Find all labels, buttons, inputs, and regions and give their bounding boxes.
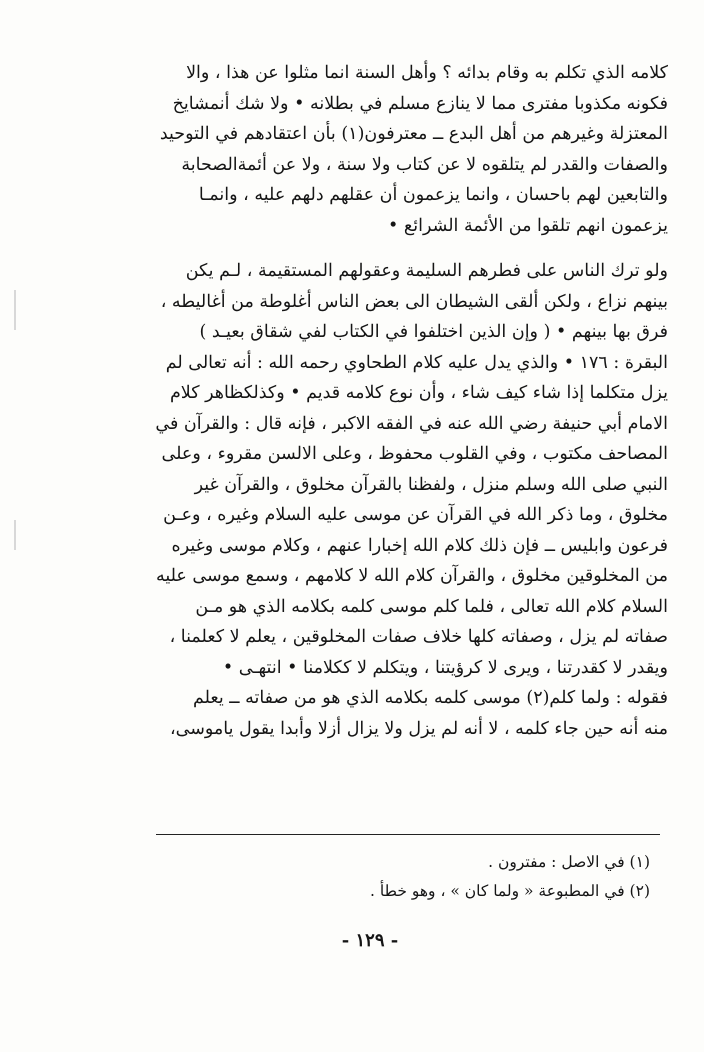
text-line: بينهم نزاع ، ولكن ألقى الشيطان الى بعض الناس أغلوطة من أغاليطه ، <box>160 291 668 312</box>
text-line: كلامه الذي تكلم به وقام بدائه ؟ وأهل السنة انما مثلوا عن هذا ، والا <box>186 63 668 83</box>
main-text <box>148 58 668 744</box>
text-line: فقوله : ولما كلم(٢) موسى كلمه بكلامه الذي هو من صفاته ــ يعلم <box>192 688 668 708</box>
text-line: السلام كلام الله تعالى ، فلما كلم موسى كلمه بكلامه الذي هو مـن <box>195 596 668 617</box>
text-line: صفاته لم يزل ، وصفاته كلها خلاف صفات المخلوقين ، يعلم لا كعلمنا ، <box>169 627 668 647</box>
text-line: ويقدر لا كقدرتنا ، ويرى لا كرؤيتنا ، ويتكلم لا ككلامنا • انتهـى • <box>222 657 668 678</box>
paragraph-1 <box>148 58 668 241</box>
footnote-1: (١) في الاصل : مفترون . <box>488 853 650 871</box>
text-line: فكونه مكذوبا مفترى مما لا ينازع مسلم في بطلانه • ولا شك أنمشايخ <box>172 93 668 114</box>
text-line: المصاحف مكتوب ، وفي القلوب محفوظ ، وعلى الالسن مقروء ، وعلى <box>161 444 668 464</box>
text-line: والتابعين لهم باحسان ، وانما يزعمون أن عقلهم دلهم عليه ، وانمـا <box>198 185 668 205</box>
text-line: ولو ترك الناس على فطرهم السليمة وعقولهم المستقيمة ، لـم يكن <box>185 261 668 281</box>
footnote-separator <box>156 834 660 835</box>
footnote-2: (٢) في المطبوعة « ولما كان » ، وهو خطأ . <box>370 882 650 900</box>
footnotes <box>148 848 668 906</box>
paragraph-2 <box>148 256 668 744</box>
text-line: المعتزلة وغيرهم من أهل البدع ــ معترفون(١) بأن اعتقادهم في التوحيد <box>159 124 668 144</box>
paragraph-gap <box>148 241 668 256</box>
scan-margin-mark <box>14 520 16 550</box>
text-line: والصفات والقدر لم يتلقوه لا عن كتاب ولا سنة ، ولا عن أئمةالصحابة <box>181 154 668 175</box>
text-line: فرعون وابليس ــ فإن ذلك كلام الله إخبارا عنهم ، وكلام موسى وغيره <box>171 535 668 556</box>
text-line: فرق بها بينهم • ( وإن الذين اختلفوا في الكتاب لفي شقاق بعيـد ) <box>199 322 668 342</box>
text-line: الامام أبي حنيفة رضي الله عنه في الفقه الاكبر ، فإنه قال : والقرآن في <box>155 413 668 434</box>
text-line: البقرة : ١٧٦ • والذي يدل عليه كلام الطحاوي رحمه الله : أنه تعالى لم <box>165 352 668 373</box>
text-line: يزل متكلما إذا شاء كيف شاء ، وأن نوع كلامه قديم • وكذلكظاهر كلام <box>169 383 668 403</box>
scan-margin-mark <box>14 290 16 330</box>
page-number: - ١٢٩ - <box>341 930 399 951</box>
text-line: يزعمون انهم تلقوا من الأئمة الشرائع • <box>388 215 668 236</box>
text-line: مخلوق ، وما ذكر الله في القرآن عن موسى عليه السلام وغيره ، وعـن <box>163 505 668 525</box>
text-line: منه أنه حين جاء كلمه ، لا أنه لم يزل ولا يزال أزلا وأبدا يقول ياموسى، <box>169 718 668 739</box>
text-line: النبي صلى الله وسلم منزل ، ولفظنا بالقرآن مخلوق ، والقرآن غير <box>194 474 668 495</box>
text-line: من المخلوقين مخلوق ، والقرآن كلام الله لا كلامهم ، وسمع موسى عليه <box>155 566 668 586</box>
